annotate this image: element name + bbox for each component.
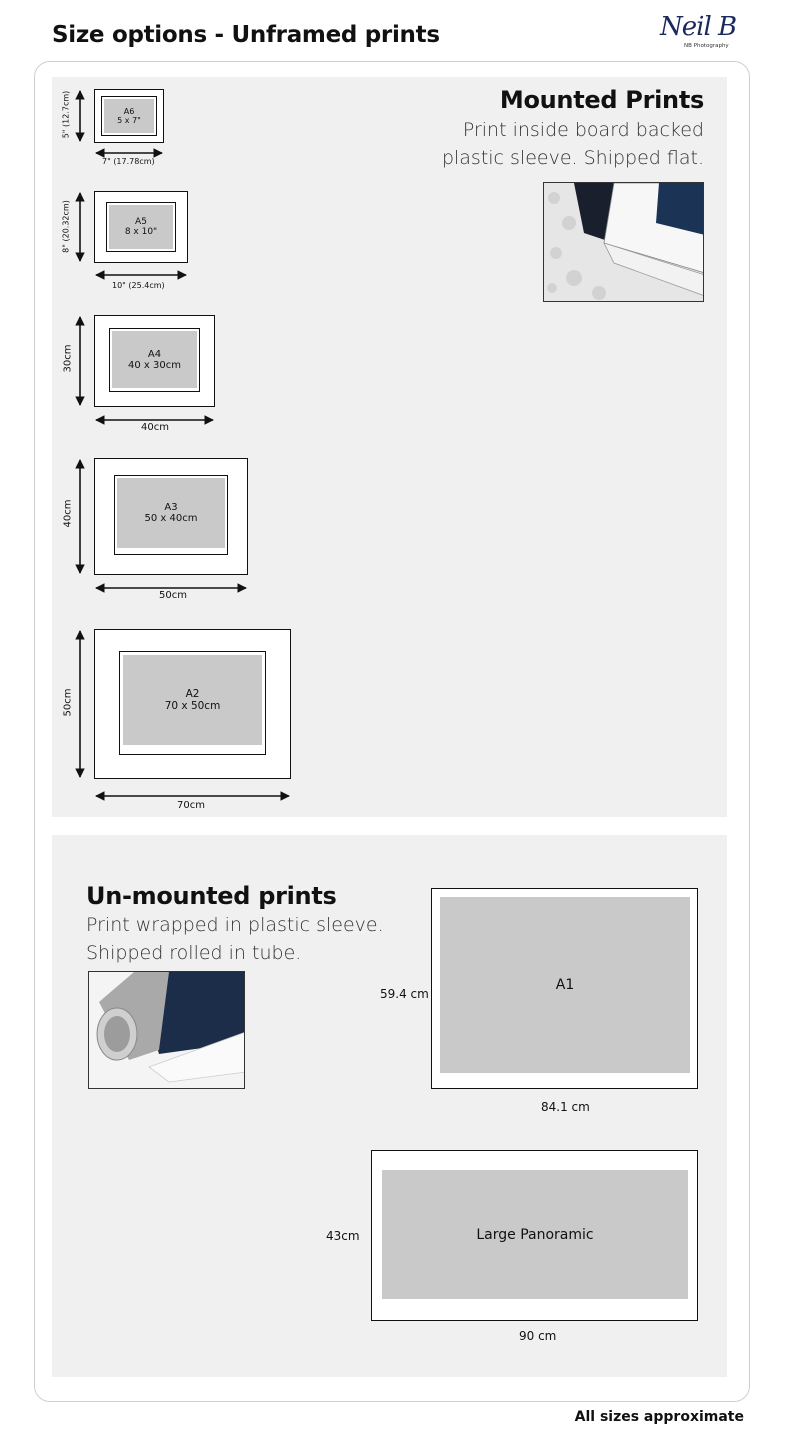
- logo-caption: NB Photography: [684, 43, 729, 49]
- a4-height-label: 30cm: [62, 344, 74, 373]
- size-a1-print: [440, 897, 690, 1073]
- size-a1-name: A1: [555, 977, 575, 993]
- a1-height-label: 59.4 cm: [380, 987, 429, 1001]
- a6-width-label: 7" (17.78cm): [102, 157, 155, 166]
- pano-height-label: 43cm: [326, 1229, 360, 1243]
- unmounted-description: [86, 911, 406, 967]
- page-title: Size options - Unframed prints: [52, 22, 440, 48]
- size-panoramic-print: [382, 1170, 688, 1299]
- mounted-description-line2: plastic sleeve. Shipped flat.: [441, 147, 704, 169]
- a5-height-label: 8" (20.32cm): [61, 200, 71, 253]
- size-panoramic-frame: [371, 1150, 698, 1321]
- logo-signature: Neil B: [660, 12, 737, 42]
- size-panoramic-name: Large Panoramic: [476, 1226, 594, 1243]
- a3-width-label: 50cm: [159, 590, 187, 601]
- size-a4-name: A4: [147, 348, 162, 360]
- rolled-print-photo: [88, 971, 245, 1089]
- unmounted-description-line2: Shipped rolled in tube.: [86, 942, 302, 964]
- a3-height-label: 40cm: [62, 499, 74, 528]
- size-a3-name: A3: [164, 502, 178, 513]
- a2-width-label: 70cm: [177, 800, 205, 811]
- a2-height-label: 50cm: [62, 688, 74, 717]
- mounted-description-line1: Print inside board backed: [462, 119, 704, 141]
- a4-width-label: 40cm: [141, 422, 169, 433]
- size-a5-name: A5: [135, 217, 147, 227]
- unmounted-description-line1: Print wrapped in plastic sleeve.: [86, 914, 384, 936]
- size-a2-name: A2: [185, 688, 200, 700]
- rolled-print-photo-icon: [89, 972, 245, 1089]
- size-a6-name: A6: [123, 107, 135, 116]
- size-a4-dims: 40 x 30cm: [128, 359, 181, 371]
- a6-height-label: 5" (12.7cm): [61, 90, 71, 139]
- size-a1-frame: [431, 888, 698, 1089]
- a5-width-label: 10" (25.4cm): [112, 281, 165, 290]
- size-a3-dims: 50 x 40cm: [144, 513, 198, 524]
- size-a5-dims: 8 x 10": [124, 227, 158, 237]
- footer-note: All sizes approximate: [574, 1409, 744, 1425]
- mounted-title: Mounted Prints: [499, 86, 704, 114]
- pano-width-label: 90 cm: [519, 1329, 557, 1343]
- size-a6-dims: 5 x 7": [117, 116, 141, 125]
- unmounted-title: Un-mounted prints: [86, 882, 337, 910]
- a1-width-label: 84.1 cm: [541, 1100, 590, 1114]
- size-a2-dims: 70 x 50cm: [164, 700, 221, 712]
